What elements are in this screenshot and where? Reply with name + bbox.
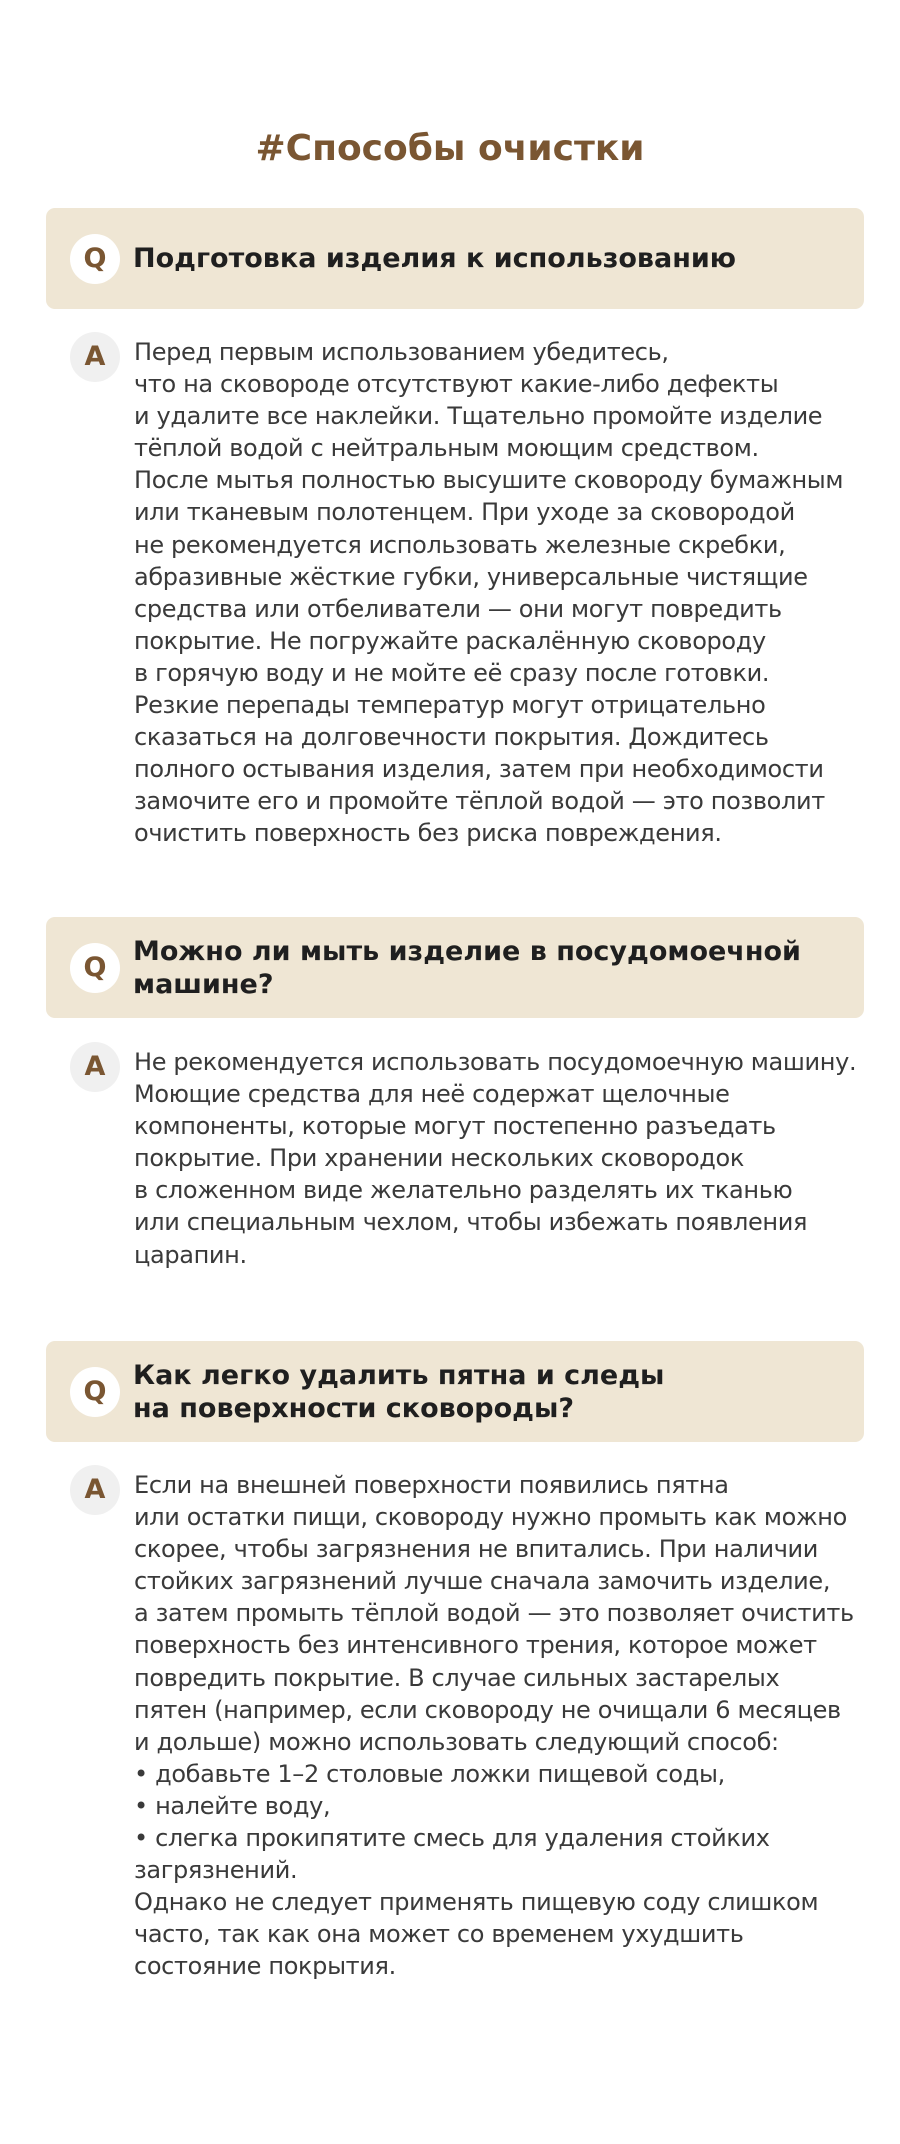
question-badge: Q	[70, 234, 120, 284]
answer-text: Если на внешней поверхности появились пятна или остатки пищи, сковороду нужно промыть как можно скорее, чтобы загрязнения не впитались. При наличии стойких загрязнений лучше сначала замочить изделие, а затем промыть тёплой водой — это позволяет очистить поверхность без интенсивного трения, которое может повредить покрытие. В случае сильных застарелых пятен (например, если сковороду не очищали 6 месяцев и дольше) можно использовать следующий способ: • добавьте 1–2 столовые ложки пищевой соды, • налейте воду, • слегка прокипятите смесь для удаления стойких загрязнений. Однако не следует применять пищевую соду слишком часто, так как она может со временем ухудшить состояние покрытия.	[134, 1471, 854, 1981]
question-text: Можно ли мыть изделие в посудомоечной машине?	[133, 935, 801, 1000]
question-box-1	[46, 208, 864, 309]
question-box-2	[46, 917, 864, 1018]
answer-badge: A	[70, 1042, 120, 1092]
question-box-3	[46, 1341, 864, 1442]
question-badge: Q	[70, 943, 120, 993]
question-text: Как легко удалить пятна и следы на поверхности сковороды?	[133, 1359, 665, 1424]
answer-text: Не рекомендуется использовать посудомоечную машину. Моющие средства для неё содержат щелочные компоненты, которые могут постепенно разъедать покрытие. При хранении нескольких сковородок в сложенном виде желательно разделять их тканью или специальным чехлом, чтобы избежать появления царапин.	[134, 1048, 857, 1269]
answer-badge: A	[70, 332, 120, 382]
question-badge: Q	[70, 1367, 120, 1417]
answer-badge: A	[70, 1465, 120, 1515]
answer-text: Перед первым использованием убедитесь, что на сковороде отсутствуют какие-либо дефекты и удалите все наклейки. Тщательно промойте изделие тёплой водой с нейтральным моющим средством. После мытья полностью высушите сковороду бумажным или тканевым полотенцем. При уходе за сковородой не рекомендуется использовать железные скребки, абразивные жёсткие губки, универсальные чистящие средства или отбеливатели — они могут повредить покрытие. Не погружайте раскалённую сковороду в горячую воду и не мойте её сразу после готовки. Резкие перепады температур могут отрицательно сказаться на долговечности покрытия. Дождитесь полного остывания изделия, затем при необходимости замочите его и промойте тёплой водой — это позволит очистить поверхность без риска повреждения.	[134, 338, 844, 848]
question-text: Подготовка изделия к использованию	[133, 243, 737, 274]
page-title: #Способы очистки	[255, 128, 645, 169]
